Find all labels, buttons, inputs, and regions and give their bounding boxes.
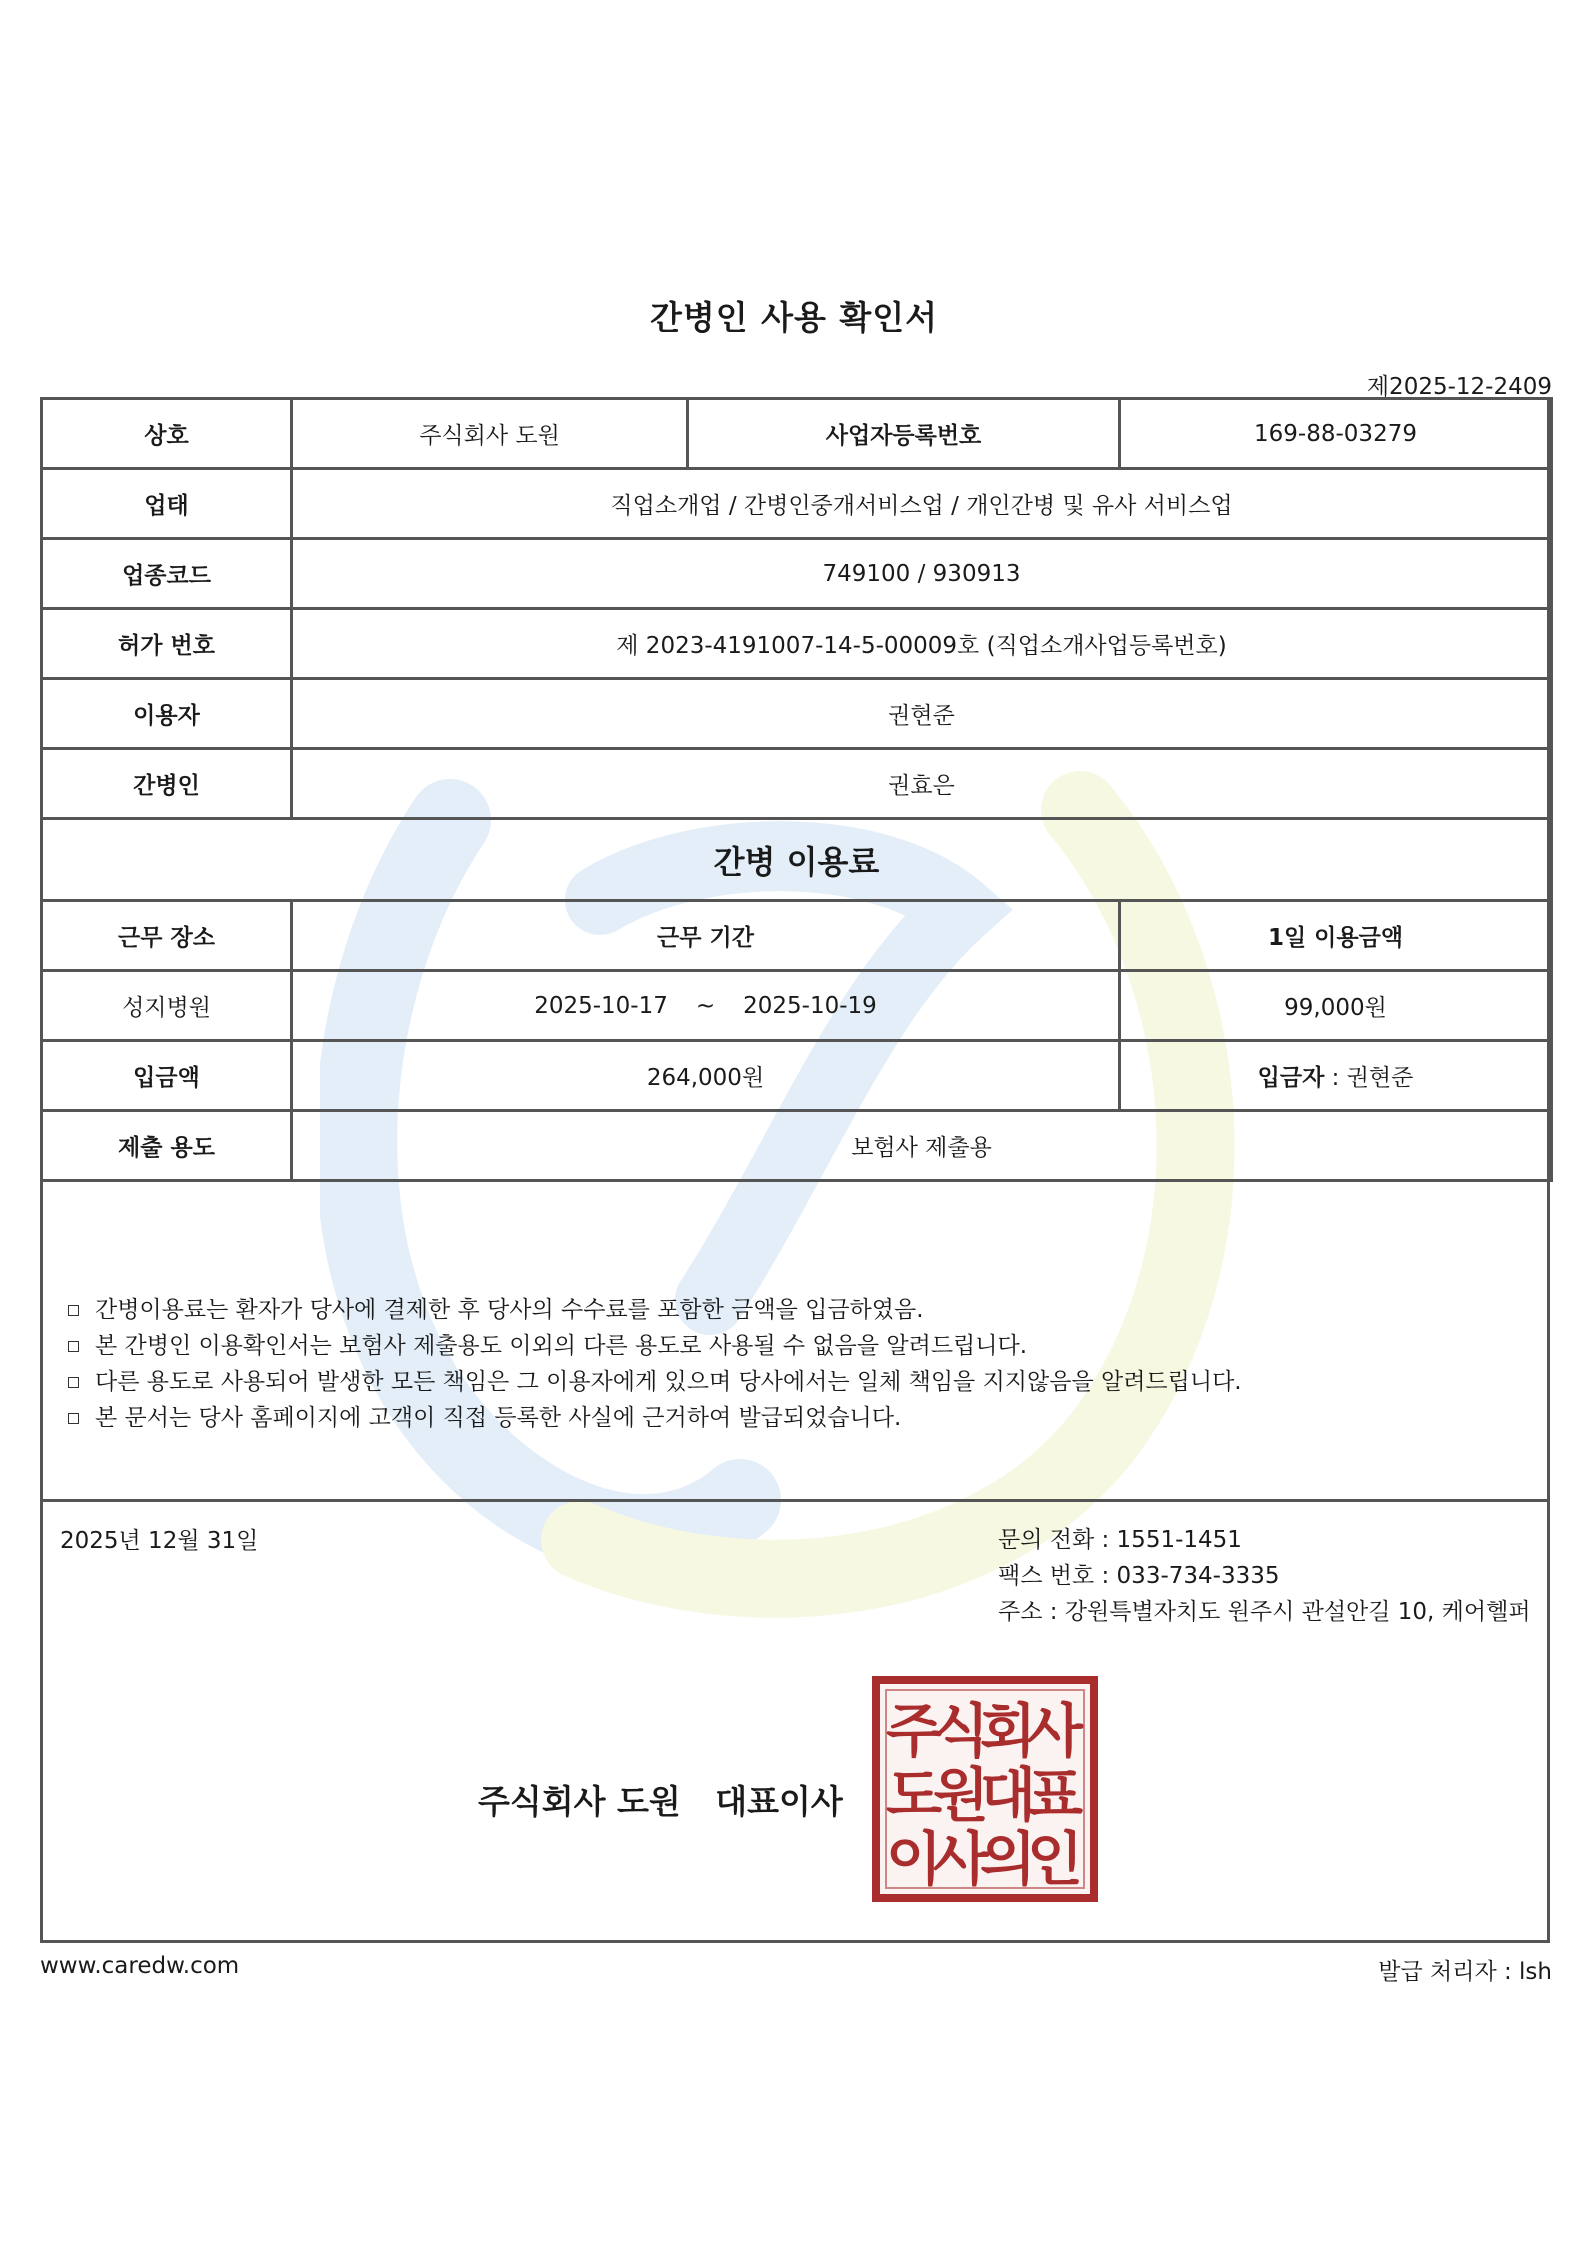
biztype-label: 업태 <box>42 469 292 539</box>
notes-list <box>64 1292 1524 1436</box>
svg-text:인: 인 <box>1026 1825 1084 1893</box>
period-separator: ~ <box>695 992 716 1019</box>
company-signature: 주식회사 도원 대표이사 <box>478 1782 843 1821</box>
daily-fee-value: 99,000원 <box>1120 971 1552 1041</box>
industry-code-label: 업종코드 <box>42 539 292 609</box>
period-start: 2025-10-17 <box>534 992 668 1019</box>
svg-text:사: 사 <box>1026 1697 1084 1765</box>
bizno-value: 169-88-03279 <box>1120 399 1552 469</box>
issue-date: 2025년 12월 31일 <box>60 1528 259 1554</box>
svg-text:이: 이 <box>885 1825 943 1893</box>
table-row <box>42 749 1552 819</box>
note-text: 본 간병인 이용확인서는 보험사 제출용도 이외의 다른 용도로 사용될 수 없음을 알려드립니다. <box>95 1333 1028 1359</box>
svg-text:대: 대 <box>979 1761 1037 1829</box>
purpose-value: 보험사 제출용 <box>292 1111 1552 1181</box>
svg-text:의: 의 <box>979 1825 1037 1893</box>
note-text: 본 문서는 당사 홈페이지에 고객이 직접 등록한 사실에 근거하여 발급되었습니다. <box>95 1405 902 1431</box>
list-item <box>64 1364 1524 1400</box>
svg-text:원: 원 <box>932 1761 990 1829</box>
table-row <box>42 539 1552 609</box>
square-bullet-icon <box>68 1305 79 1316</box>
company-seal-stamp <box>872 1676 1098 1902</box>
list-item <box>64 1400 1524 1436</box>
table-row <box>42 971 1552 1041</box>
payer-label: 입금자 <box>1257 1065 1325 1091</box>
license-label: 허가 번호 <box>42 609 292 679</box>
svg-text:회: 회 <box>979 1697 1037 1765</box>
period-label: 근무 기간 <box>292 901 1120 971</box>
payer-cell <box>1120 1041 1552 1111</box>
table-row <box>42 1041 1552 1111</box>
svg-text:표: 표 <box>1026 1761 1084 1829</box>
company-value: 주식회사 도원 <box>292 399 688 469</box>
fee-section-title: 간병 이용료 <box>42 819 1552 901</box>
place-label: 근무 장소 <box>42 901 292 971</box>
note-text: 간병이용료는 환자가 당사에 결제한 후 당사의 수수료를 포함한 금액을 입금하였음. <box>95 1297 924 1323</box>
user-label: 이용자 <box>42 679 292 749</box>
table-row <box>42 819 1552 901</box>
svg-text:도: 도 <box>885 1761 943 1829</box>
list-item <box>64 1292 1524 1328</box>
contact-fax: 팩스 번호 : 033-734-3335 <box>998 1563 1280 1589</box>
caregiver-label: 간병인 <box>42 749 292 819</box>
note-text: 다른 용도로 사용되어 발생한 모든 책임은 그 이용자에게 있으며 당사에서는 일체 책임을 지지않음을 알려드립니다. <box>95 1369 1242 1395</box>
license-value: 제 2023-4191007-14-5-00009호 (직업소개사업등록번호) <box>292 609 1552 679</box>
square-bullet-icon <box>68 1377 79 1388</box>
payer-separator: : <box>1324 1065 1347 1091</box>
table-row <box>42 901 1552 971</box>
website-url: www.caredw.com <box>40 1953 240 1979</box>
contact-address: 주소 : 강원특별자치도 원주시 관설안길 10, 케어헬퍼 <box>998 1599 1531 1625</box>
contact-phone: 문의 전화 : 1551-1451 <box>998 1527 1242 1553</box>
daily-fee-label: 1일 이용금액 <box>1120 901 1552 971</box>
user-value: 권현준 <box>292 679 1552 749</box>
square-bullet-icon <box>68 1341 79 1352</box>
issuer-info: 발급 처리자 : lsh <box>1378 1959 1552 1985</box>
period-end: 2025-10-19 <box>743 992 877 1019</box>
svg-text:사: 사 <box>932 1825 990 1893</box>
table-row <box>42 399 1552 469</box>
company-label: 상호 <box>42 399 292 469</box>
svg-text:식: 식 <box>932 1697 990 1765</box>
document-title: 간병인 사용 확인서 <box>649 298 938 337</box>
info-table <box>40 397 1553 1182</box>
table-row <box>42 679 1552 749</box>
place-value: 성지병원 <box>42 971 292 1041</box>
square-bullet-icon <box>68 1413 79 1424</box>
list-item <box>64 1328 1524 1364</box>
paid-amount-value: 264,000원 <box>292 1041 1120 1111</box>
table-row <box>42 469 1552 539</box>
period-value <box>292 971 1120 1041</box>
industry-code-value: 749100 / 930913 <box>292 539 1552 609</box>
contact-info <box>998 1522 1531 1630</box>
biztype-value: 직업소개업 / 간병인중개서비스업 / 개인간병 및 유사 서비스업 <box>292 469 1552 539</box>
payer-value: 권현준 <box>1346 1065 1414 1091</box>
section-divider <box>40 1499 1550 1502</box>
purpose-label: 제출 용도 <box>42 1111 292 1181</box>
caregiver-value: 권효은 <box>292 749 1552 819</box>
document-number: 제2025-12-2409 <box>1366 374 1552 400</box>
paid-amount-label: 입금액 <box>42 1041 292 1111</box>
table-row <box>42 1111 1552 1181</box>
bizno-label: 사업자등록번호 <box>688 399 1120 469</box>
table-row <box>42 609 1552 679</box>
svg-text:주: 주 <box>885 1697 943 1765</box>
